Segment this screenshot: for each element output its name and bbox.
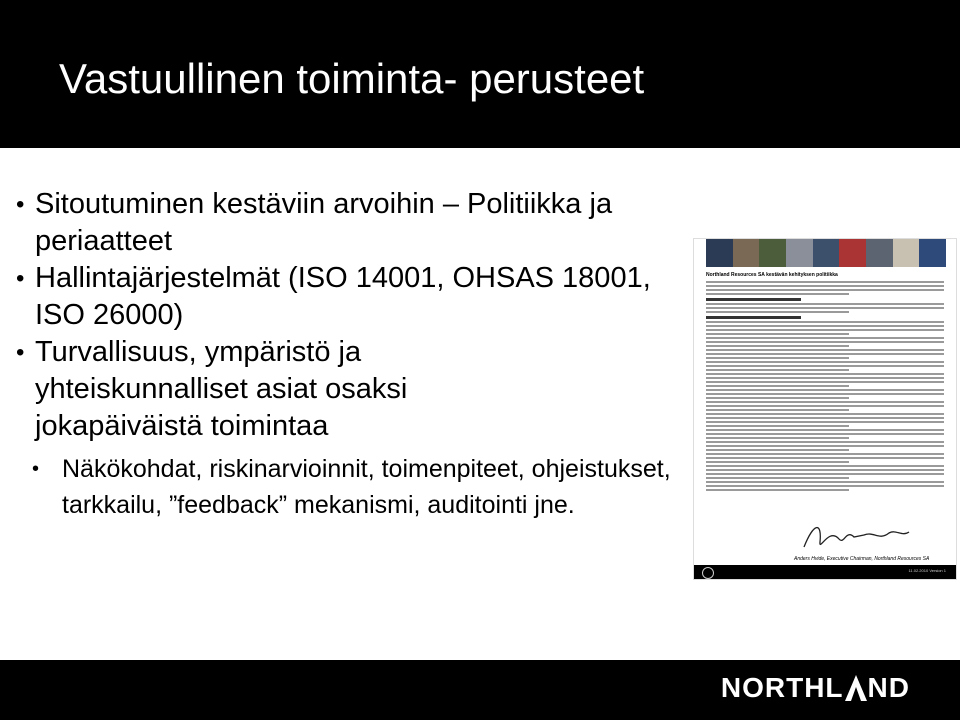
document-text-line	[706, 289, 944, 291]
sub-bullet-item: • Näkökohdat, riskinarvioinnit, toimenpiteet, ohjeistukset, tarkkailu, ”feedback” mekanismi, auditointi jne.	[18, 451, 702, 523]
document-text-line	[706, 285, 944, 287]
document-text-line	[706, 321, 944, 323]
document-footer	[694, 565, 956, 579]
logo-text-start: NORTHL	[720, 672, 844, 703]
document-text-line	[706, 481, 944, 483]
document-version: 11.02.2010 Version 1	[908, 568, 946, 573]
document-text-line	[706, 353, 944, 355]
document-text-line	[706, 437, 849, 439]
document-text-line	[706, 303, 944, 305]
document-text-line	[706, 345, 849, 347]
logo-text-end: ND	[867, 672, 910, 703]
document-text-line	[706, 329, 944, 331]
document-text-line	[706, 465, 944, 467]
banner-photo	[813, 239, 840, 267]
document-text-line	[706, 473, 944, 475]
document-text-line	[706, 425, 849, 427]
document-text-line	[706, 357, 849, 359]
document-text-line	[706, 457, 944, 459]
banner-photo	[839, 239, 866, 267]
banner-photo	[706, 239, 733, 267]
document-text-line	[706, 365, 944, 367]
policy-document-thumbnail	[693, 238, 957, 580]
document-text-line	[706, 417, 944, 419]
banner-photo	[866, 239, 893, 267]
document-text-line	[706, 377, 944, 379]
document-text-line	[706, 409, 849, 411]
document-text-line	[706, 441, 944, 443]
bullet-item: • Hallintajärjestelmät (ISO 14001, OHSAS 18001, ISO 26000)	[18, 260, 695, 334]
document-heading: Northland Resources SA kestävän kehityksen politiikka	[706, 272, 838, 278]
document-text-line	[706, 316, 801, 319]
logo-a-icon	[845, 675, 867, 701]
document-text-line	[706, 385, 849, 387]
document-text-line	[706, 477, 849, 479]
banner-photo	[759, 239, 786, 267]
document-text-line	[706, 281, 944, 283]
slide-title: Vastuullinen toiminta- perusteet	[59, 55, 645, 102]
document-text-line	[706, 485, 944, 487]
document-text-line	[706, 341, 944, 343]
banner-photo	[893, 239, 920, 267]
banner-photo	[786, 239, 813, 267]
document-text-line	[706, 421, 944, 423]
document-text-line	[706, 469, 944, 471]
document-text-line	[706, 311, 849, 313]
document-text-line	[706, 381, 944, 383]
document-text-line	[706, 393, 944, 395]
bullet-item: • Turvallisuus, ympäristö ja yhteiskunnalliset asiat osaksi jokapäiväistä toimintaa	[18, 334, 535, 445]
document-text-line	[706, 349, 944, 351]
document-text-line	[706, 489, 849, 491]
document-signer: Anders Hvide, Executive Chairman, Northland Resources SA	[794, 556, 930, 562]
document-text-line	[706, 413, 944, 415]
bullet-list	[18, 186, 698, 523]
document-body-text	[706, 281, 944, 509]
document-text-line	[706, 453, 944, 455]
document-text-line	[706, 433, 944, 435]
banner-photo	[733, 239, 760, 267]
document-text-line	[706, 373, 944, 375]
document-text-line	[706, 429, 944, 431]
document-text-line	[706, 389, 944, 391]
document-text-line	[706, 333, 849, 335]
document-text-line	[706, 293, 849, 295]
banner-photo	[919, 239, 946, 267]
bullet-item: • Sitoutuminen kestäviin arvoihin – Politiikka ja periaatteet	[18, 186, 698, 260]
document-text-line	[706, 449, 849, 451]
signature-icon	[784, 517, 944, 557]
document-photo-banner	[706, 239, 946, 267]
document-text-line	[706, 397, 849, 399]
northland-logo	[721, 670, 910, 706]
document-text-line	[706, 405, 944, 407]
document-text-line	[706, 461, 849, 463]
document-text-line	[706, 361, 944, 363]
document-text-line	[706, 337, 944, 339]
document-text-line	[706, 369, 849, 371]
document-text-line	[706, 401, 944, 403]
document-text-line	[706, 325, 944, 327]
document-logo-icon	[702, 567, 714, 579]
document-text-line	[706, 445, 944, 447]
document-text-line	[706, 298, 801, 301]
document-text-line	[706, 307, 944, 309]
